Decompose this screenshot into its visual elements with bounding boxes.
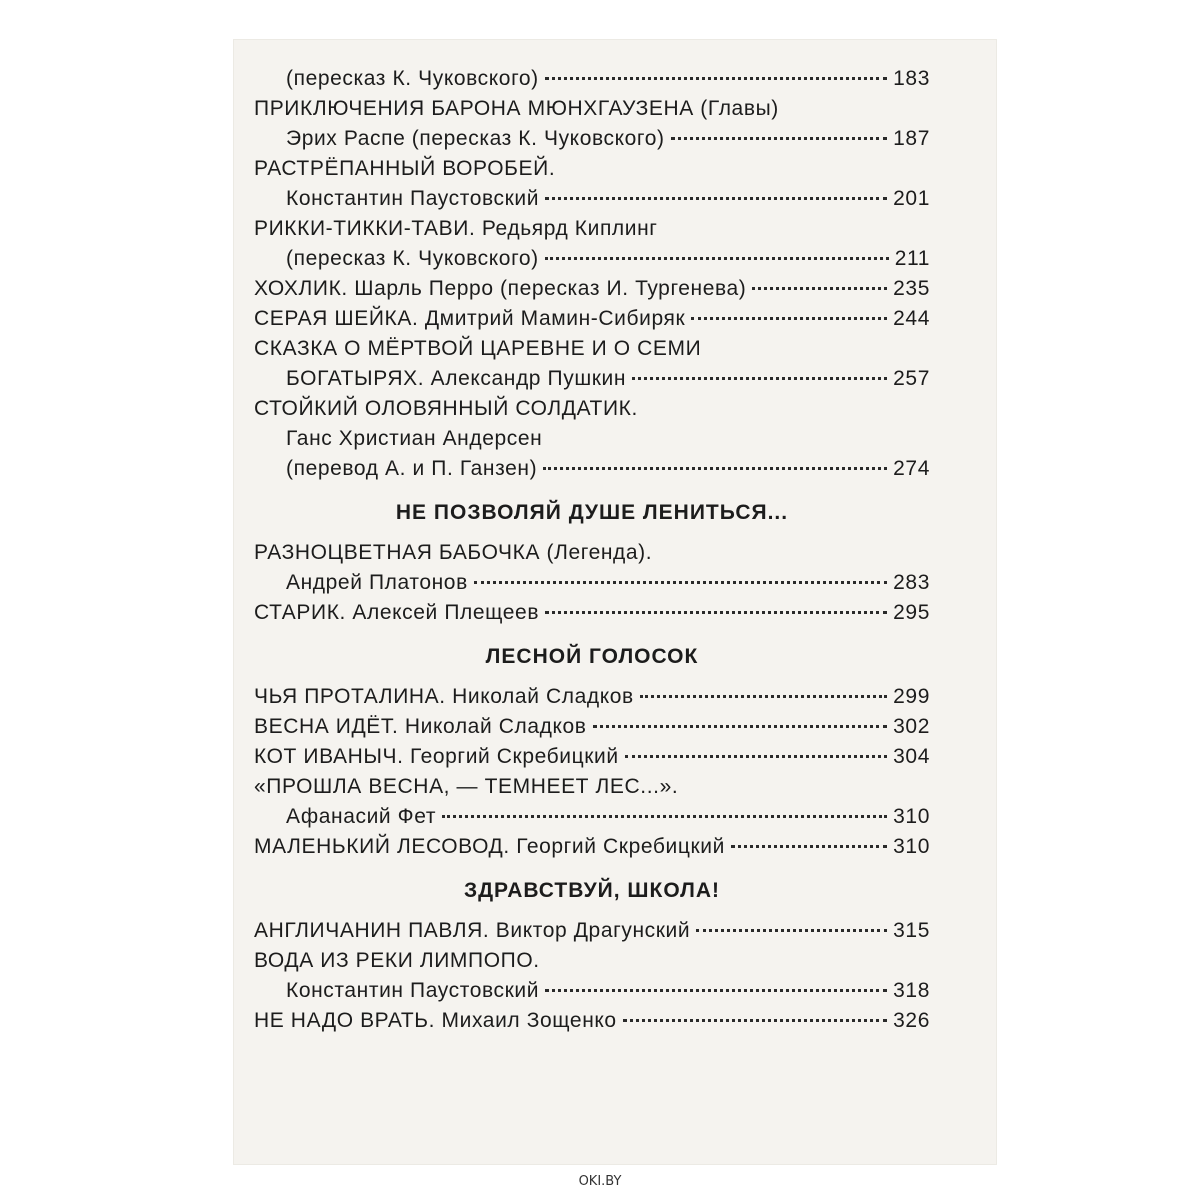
toc-page-number: 183 <box>893 67 930 90</box>
toc-entry <box>254 274 930 304</box>
toc-page-number: 201 <box>893 187 930 210</box>
dot-leader <box>640 695 887 698</box>
toc-page-number: 257 <box>893 367 930 390</box>
toc-entry-title: РАЗНОЦВЕТНАЯ БАБОЧКА (Легенда). <box>254 541 653 564</box>
toc-entry-title: СТОЙКИЙ ОЛОВЯННЫЙ СОЛДАТИК. <box>254 397 638 420</box>
dot-leader <box>545 989 887 992</box>
toc-entry <box>254 712 930 742</box>
toc-entry <box>254 424 930 454</box>
toc-entry <box>254 802 930 832</box>
toc-entry-title: ХОХЛИК. Шарль Перро (пересказ И. Тургенева) <box>254 277 747 300</box>
dot-leader <box>625 755 887 758</box>
toc-page-number: 235 <box>893 277 930 300</box>
section-heading: ЗДРАВСТВУЙ, ШКОЛА! <box>463 879 721 902</box>
toc-page-number: 310 <box>893 805 930 828</box>
toc-page-number: 211 <box>894 247 930 270</box>
toc-entry-title: АНГЛИЧАНИН ПАВЛЯ. Виктор Драгунский <box>254 919 691 942</box>
toc-entry-title: СКАЗКА О МЁРТВОЙ ЦАРЕВНЕ И О СЕМИ <box>254 337 702 360</box>
toc-page-number: 299 <box>893 685 930 708</box>
toc-entry <box>254 364 930 394</box>
toc-page-number: 244 <box>893 307 930 330</box>
toc-entry-title: РИККИ-ТИККИ-ТАВИ. Редьярд Киплинг <box>254 217 658 240</box>
dot-leader <box>632 377 887 380</box>
section-heading: ЛЕСНОЙ ГОЛОСОК <box>485 645 699 668</box>
dot-leader <box>474 581 887 584</box>
toc-page-number: 304 <box>893 745 930 768</box>
toc-entry <box>254 946 930 976</box>
toc-entry <box>254 244 930 274</box>
toc-entry <box>254 538 930 568</box>
toc-entry-title: «ПРОШЛА ВЕСНА, — ТЕМНЕЕТ ЛЕС...». <box>254 775 679 798</box>
dot-leader <box>671 137 888 140</box>
toc-entry <box>254 124 930 154</box>
toc-page-number: 302 <box>893 715 930 738</box>
toc-entry-title: Ганс Христиан Андерсен <box>286 427 543 450</box>
dot-leader <box>623 1019 887 1022</box>
toc-entry <box>254 1006 930 1036</box>
toc-page-number: 318 <box>893 979 930 1002</box>
toc-entry-title: (пересказ К. Чуковского) <box>286 67 539 90</box>
toc-entry <box>254 94 930 124</box>
toc-entry-title: СТАРИК. Алексей Плещеев <box>254 601 540 624</box>
toc-entry <box>254 976 930 1006</box>
toc-page-number: 295 <box>893 601 930 624</box>
toc-page-number: 274 <box>893 457 930 480</box>
toc-entry <box>254 832 930 862</box>
toc-entry-title: (перевод А. и П. Ганзен) <box>286 457 538 480</box>
toc-entry-title: РАСТРЁПАННЫЙ ВОРОБЕЙ. <box>254 157 556 180</box>
toc-entry-title: БОГАТЫРЯХ. Александр Пушкин <box>286 367 627 390</box>
dot-leader <box>543 467 887 470</box>
toc-entry-title: Константин Паустовский <box>286 187 540 210</box>
toc-entry-title: КОТ ИВАНЫЧ. Георгий Скребицкий <box>254 745 619 768</box>
site-watermark: OKI.BY <box>578 1174 622 1189</box>
toc-entry <box>254 154 930 184</box>
dot-leader <box>545 197 887 200</box>
toc-entry <box>254 742 930 772</box>
toc-entry <box>254 304 930 334</box>
toc-entry <box>254 454 930 484</box>
toc-entry <box>254 772 930 802</box>
toc-entry <box>254 916 930 946</box>
toc-entry <box>254 184 930 214</box>
toc-entry-title: Афанасий Фет <box>286 805 437 828</box>
toc-entry-title: ВЕСНА ИДЁТ. Николай Сладков <box>254 715 587 738</box>
toc-entry <box>254 568 930 598</box>
toc-entry-title: (пересказ К. Чуковского) <box>286 247 539 270</box>
dot-leader <box>691 317 887 320</box>
toc-entry-title: Эрих Распе (пересказ К. Чуковского) <box>286 127 665 150</box>
toc-entry-title: ПРИКЛЮЧЕНИЯ БАРОНА МЮНХГАУЗЕНА (Главы) <box>254 97 779 120</box>
toc-entry <box>254 64 930 94</box>
toc-entry-title: Андрей Платонов <box>286 571 468 594</box>
dot-leader <box>593 725 888 728</box>
toc-entry-title: СЕРАЯ ШЕЙКА. Дмитрий Мамин-Сибиряк <box>254 307 686 330</box>
toc-entry-title: ЧЬЯ ПРОТАЛИНА. Николай Сладков <box>254 685 634 708</box>
dot-leader <box>752 287 887 290</box>
toc-entry-title: ВОДА ИЗ РЕКИ ЛИМПОПО. <box>254 949 540 972</box>
toc-entry-title: Константин Паустовский <box>286 979 540 1002</box>
dot-leader <box>545 77 887 80</box>
table-of-contents <box>254 64 930 1036</box>
toc-page-number: 283 <box>893 571 930 594</box>
dot-leader <box>696 929 887 932</box>
dot-leader <box>442 815 887 818</box>
toc-entry <box>254 214 930 244</box>
toc-entry <box>254 394 930 424</box>
toc-entry <box>254 598 930 628</box>
toc-page-number: 187 <box>893 127 930 150</box>
toc-entry-title: НЕ НАДО ВРАТЬ. Михаил Зощенко <box>254 1009 617 1032</box>
section-heading: НЕ ПОЗВОЛЯЙ ДУШЕ ЛЕНИТЬСЯ... <box>395 501 789 524</box>
toc-entry-title: МАЛЕНЬКИЙ ЛЕСОВОД. Георгий Скребицкий <box>254 835 725 858</box>
dot-leader <box>545 257 889 260</box>
toc-page-number: 310 <box>893 835 930 858</box>
toc-page-number: 326 <box>893 1009 930 1032</box>
dot-leader <box>731 845 887 848</box>
toc-page-number: 315 <box>893 919 930 942</box>
toc-entry <box>254 682 930 712</box>
toc-entry <box>254 334 930 364</box>
dot-leader <box>545 611 887 614</box>
